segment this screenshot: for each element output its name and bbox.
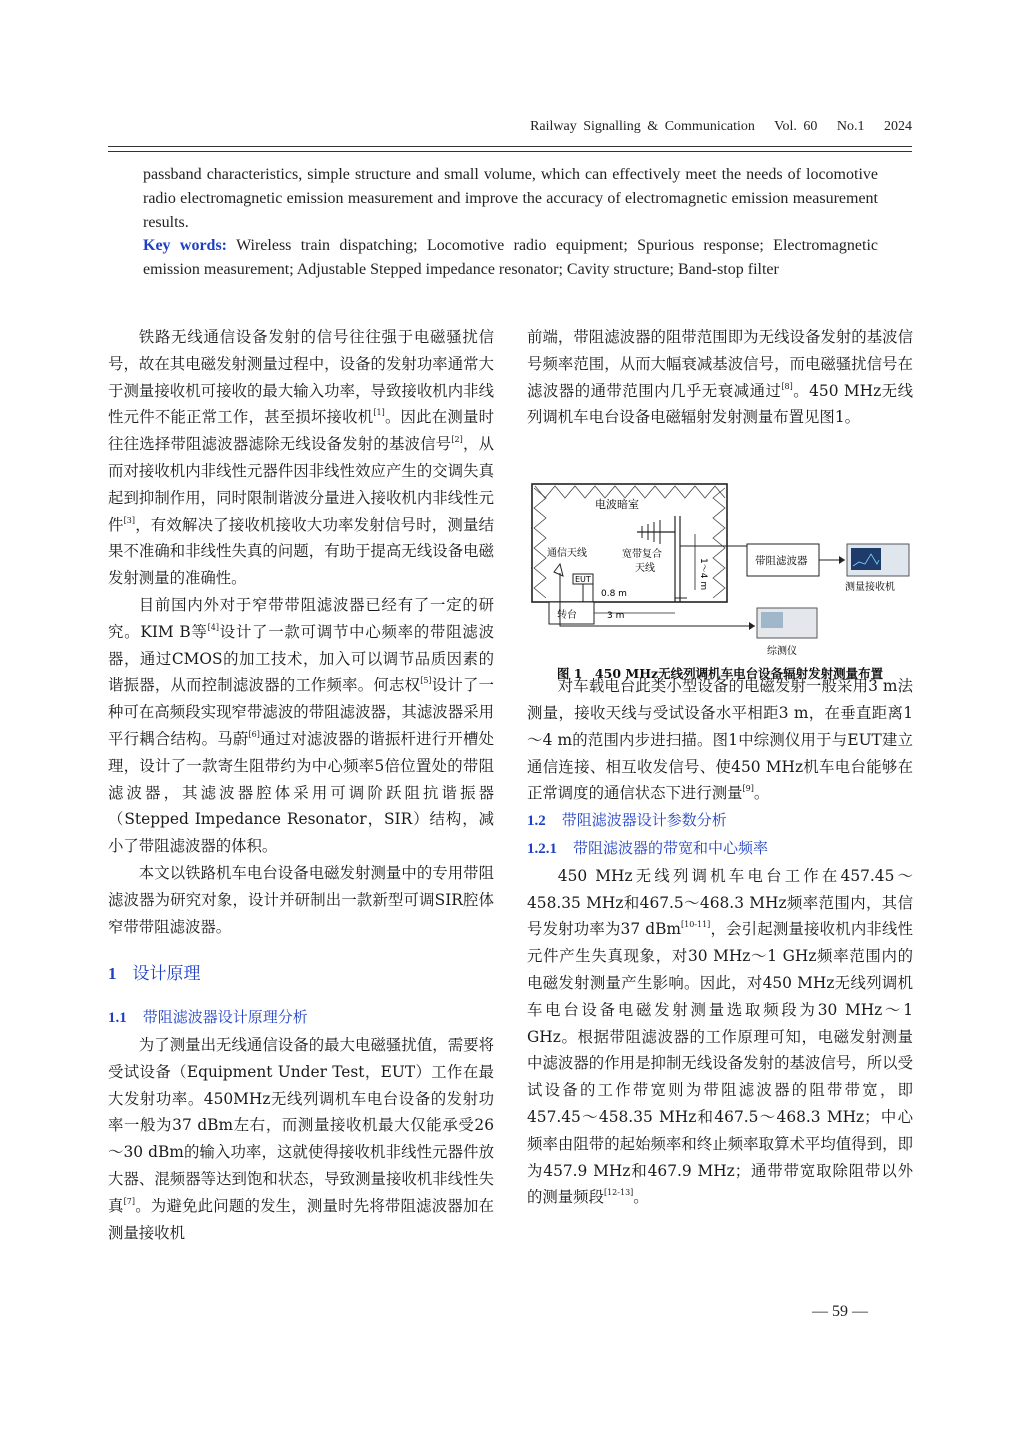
english-abstract: [143, 163, 878, 282]
paragraph-bandwidth: 450 MHz无线列调机车电台工作在457.45～458.35 MHz和467.5～468.3 MHz频率范围内，其信号发射功率为37 dBm[10-11]，会引起测量接收机内非线性元件产生失真现象，对30 MHz～1 GHz频率范围内的电磁发射测量产生影响。因此，对450 MHz无线列调机车电台设备电磁发射测量选取频段为30 MHz～1 GHz。根据带阻滤波器的工作原理可知，电磁发射测量中滤波器的作用是抑制无线设备发射的基波信号，所以受试设备的工作带宽则为带阻滤波器的阻带带宽，即457.45～458.35 MHz和467.5～468.3 MHz；中心频率由阻带的起始频率和终止频率取算术平均值得到，即为457.9 MHz和467.9 MHz；通带带宽取除阻带以外的测量频段[12-13]。: [527, 866, 913, 1207]
keywords-line: [143, 234, 878, 282]
left-column: [108, 324, 494, 1246]
receiver-screen: [851, 548, 881, 570]
receiver-label: 测量接收机: [845, 582, 895, 593]
citation: [3]: [123, 515, 135, 525]
absorber-top: [535, 486, 725, 498]
keywords-text: Wireless train dispatching; Locomotive radio equipment; Spurious response; Electromagnetic emission measurement; Adjustable Stepped impedance resonator; Cavity structure; Band-stop filter: [143, 237, 879, 279]
citation: [5]: [420, 676, 432, 686]
eut-label: EUT: [575, 575, 591, 584]
header-rule-thick: [108, 146, 912, 147]
paragraph-design-principle: 为了测量出无线通信设备的最大电磁骚扰值，需要将受试设备（Equipment Under Test，EUT）工作在最大发射功率。450MHz无线列调机车电台设备的发射功率一般为37 dBm左右，而测量接收机最大仅能承受26～30 dBm的输入功率，这就使得接收机非线性元器件放大器、混频器等达到饱和状态，导致测量接收机非线性失真[7]。为避免此问题的发生，测量时先将带阻滤波器加在测量接收机: [108, 1035, 494, 1242]
running-header: [108, 119, 912, 135]
tester-screen: [761, 612, 783, 628]
paragraph-related-work: 目前国内外对于窄带带阻滤波器已经有了一定的研究。KIM B等[4]设计了一款可调节中心频率的带阻滤波器，通过CMOS的加工技术，加入可以调节品质因素的谐振器，从而控制滤波器的工作频率。何志权[5]设计了一种可在高频段实现窄带滤波的带阻滤波器，其滤波器采用平行耦合结构。马蔚[6]通过对滤波器的谐振杆进行开槽处理，设计了一款寄生阻带约为中心频率5倍位置处的带阻滤波器，其滤波器腔体采用可调阶跃阻抗谐振器（Stepped Impedance Resonator，SIR）结构，减小了带阻滤波器的体积。: [108, 595, 494, 856]
chamber-label: 电波暗室: [595, 498, 639, 511]
arrow-to-receiver: [839, 556, 845, 564]
figure-caption: 图 1 450 MHz无线列调机车电台设备辐射发射测量布置: [556, 666, 884, 681]
right-column: [527, 324, 913, 1211]
absorber-left: [534, 488, 546, 598]
journal-year: 2024: [884, 119, 912, 134]
paragraph-intro: 铁路无线通信设备发射的信号往往强于电磁骚扰信号，故在其电磁发射测量过程中，设备的发射功率通常大于测量接收机可接收的最大输入功率，导致接收机内非线性元件不能正常工作，甚至损坏接收机[1]。因此在测量时往往选择带阻滤波器滤除无线设备发射的基波信号[2]，从而对接收机内非线性元器件因非线性效应产生的交调失真起到抑制作用，同时限制谐波分量进入接收机内非线性元件[3]，有效解决了接收机接收大功率发射信号时，测量结果不准确和非线性失真的问题，有助于提高无线设备电磁发射测量的准确性。: [108, 328, 494, 588]
citation: [2]: [451, 435, 463, 445]
citation: [9]: [742, 784, 754, 794]
section-heading-1-1: 1.1 带阻滤波器设计原理分析: [108, 1008, 308, 1027]
broadband-antenna-label-1: 宽带复合: [622, 549, 662, 560]
citation: [7]: [123, 1196, 135, 1206]
keywords-label: Key words:: [143, 237, 227, 255]
section-heading-1-2: 1.2 带阻滤波器设计参数分析: [527, 811, 727, 830]
citation: [1]: [373, 408, 385, 418]
section-heading-1: 1 设计原理: [108, 964, 201, 985]
comm-antenna-icon: [554, 564, 563, 576]
citation: [12-13]: [603, 1188, 634, 1198]
header-rule-thin: [108, 151, 912, 152]
comm-antenna-label: 通信天线: [547, 548, 587, 559]
cable-to-filter: [680, 546, 747, 558]
citation: [8]: [781, 381, 793, 391]
filter-label: 带阻滤波器: [755, 555, 808, 567]
journal-name: Railway Signalling & Communication: [530, 119, 755, 134]
tester-label: 综测仪: [767, 646, 797, 657]
citation: [6]: [248, 729, 260, 739]
paragraph-continuation: 前端，带阻滤波器的阻带范围即为无线设备发射的基波信号频率范围，从而大幅衰减基波信号，而电磁骚扰信号在滤波器的通带范围内几乎无衰减通过[8]。450 MHz无线列调机车电台设备电磁辐射发射测量布置见图1。: [527, 328, 913, 427]
paragraph-3m-method: 对车载电台此类小型设备的电磁发射一般采用3 m法测量，接收天线与受试设备水平相距3 m，在垂直距离1～4 m的范围内步进扫描。图1中综测仪用于与EUT建立通信连接、相互收发信号、使450 MHz机车电台能够在正常调度的通信状态下进行测量[9]。: [527, 677, 913, 803]
height-08-label: 0.8 m: [601, 589, 627, 599]
turntable-label: 转台: [557, 610, 577, 621]
page-number: — 59 —: [812, 1303, 868, 1320]
measurement-layout-figure: [527, 478, 917, 658]
broadband-antenna-label-2: 天线: [635, 563, 655, 574]
distance-label: 3 m: [607, 611, 625, 621]
paragraph-objective: 本文以铁路机车电台设备电磁发射测量中的专用带阻滤波器为研究对象，设计并研制出一款新型可调SIR腔体窄带带阻滤波器。: [108, 863, 494, 936]
journal-volume: Vol. 60: [774, 119, 818, 134]
journal-issue: No.1: [836, 119, 865, 134]
absorber-right: [713, 488, 725, 598]
arrow-to-tester: [749, 622, 755, 630]
section-heading-1-2-1: 1.2.1 带阻滤波器的带宽和中心频率: [527, 838, 769, 857]
abstract-text: passband characteristics, simple structure and small volume, which can effectively meet the needs of locomotive radio electromagnetic emission measurement and improve the accuracy of electromagnetic emission measurement results.: [143, 166, 878, 231]
height-range-label: 1～4 m: [698, 558, 708, 591]
citation: [10-11]: [680, 920, 711, 930]
citation: [4]: [207, 622, 219, 632]
